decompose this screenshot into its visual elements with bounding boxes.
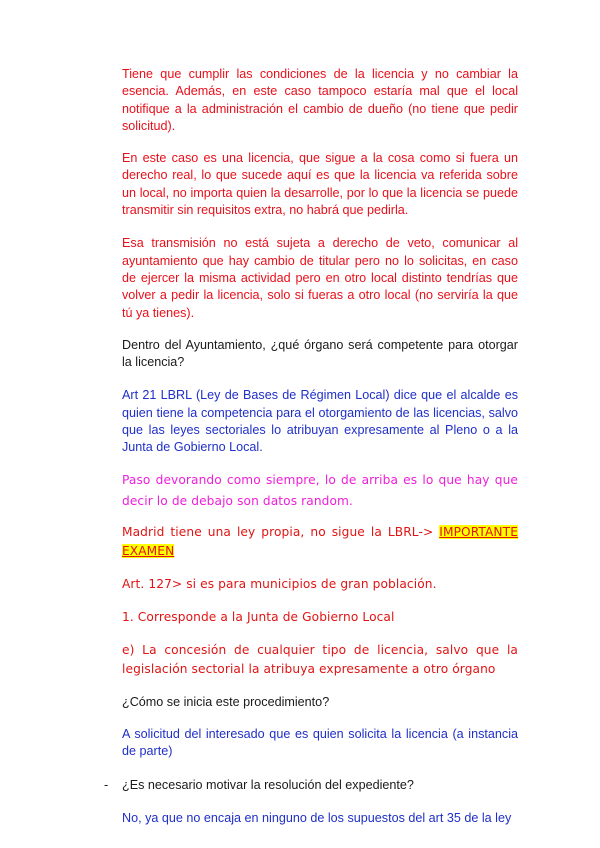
paragraph-solicitud: A solicitud del interesado que es quien solicita la licencia (a instancia de parte): [122, 726, 518, 759]
paragraph-license-conditions: Tiene que cumplir las condiciones de la licencia y no cambiar la esencia. Además, en este caso tampoco estaría mal que el local notifique a la administración el cambio de dueño (no tiene que pedir solicitud).: [122, 67, 518, 133]
document-page: [104, 66, 518, 827]
bullet-item: [104, 777, 518, 794]
paragraph-art-127: Art. 127> si es para municipios de gran población.: [122, 576, 437, 591]
paragraph-note: Paso devorando como siempre, lo de arriba es lo que hay que decir lo de debajo son datos random.: [122, 472, 518, 508]
question-procedure-start: ¿Cómo se inicia este procedimiento?: [122, 694, 330, 709]
paragraph-madrid-law: [122, 523, 518, 561]
paragraph-veto: Esa transmisión no está sujeta a derecho de veto, comunicar al ayuntamiento que hay cambio de titular pero no lo solicitas, en caso de ejercer la misma actividad pero en otro local distinto tendrías que volver a pedir la licencia, solo si fueras a otro local (no serviría la que tú ya tienes).: [122, 236, 518, 320]
question-motivation: ¿Es necesario motivar la resolución del expediente?: [122, 777, 414, 792]
question-competent-organ: Dentro del Ayuntamiento, ¿qué órgano será competente para otorgar la licencia?: [122, 337, 518, 370]
important-exam-highlight: IMPORTANTE EXAMEN: [122, 524, 518, 558]
paragraph-junta-gobierno: 1. Corresponde a la Junta de Gobierno Local: [122, 609, 395, 624]
madrid-law-text: Madrid tiene una ley propia, no sigue la LBRL->: [122, 524, 440, 539]
paragraph-license-transfer: En este caso es una licencia, que sigue a la cosa como si fuera un derecho real, lo que sucede aquí es que la licencia va referida sobre un local, no importa quien la desarrolle, por lo que la licencia se puede transmitir sin requisitos extra, no habrá que pedirla.: [122, 151, 518, 218]
bullet-marker: -: [104, 777, 109, 792]
paragraph-art-35: No, ya que no encaja en ninguno de los supuestos del art 35 de la ley: [122, 810, 512, 825]
paragraph-art-21-lbrl: Art 21 LBRL (Ley de Bases de Régimen Local) dice que el alcalde es quien tiene la competencia para el otorgamiento de las licencias, salvo que las leyes sectoriales lo atribuyan expresamente al Pleno o a la Junta de Gobierno Local.: [122, 388, 518, 455]
paragraph-concesion-licencia: e) La concesión de cualquier tipo de licencia, salvo que la legislación sectorial la atribuya expresamente a otro órgano: [122, 642, 518, 676]
